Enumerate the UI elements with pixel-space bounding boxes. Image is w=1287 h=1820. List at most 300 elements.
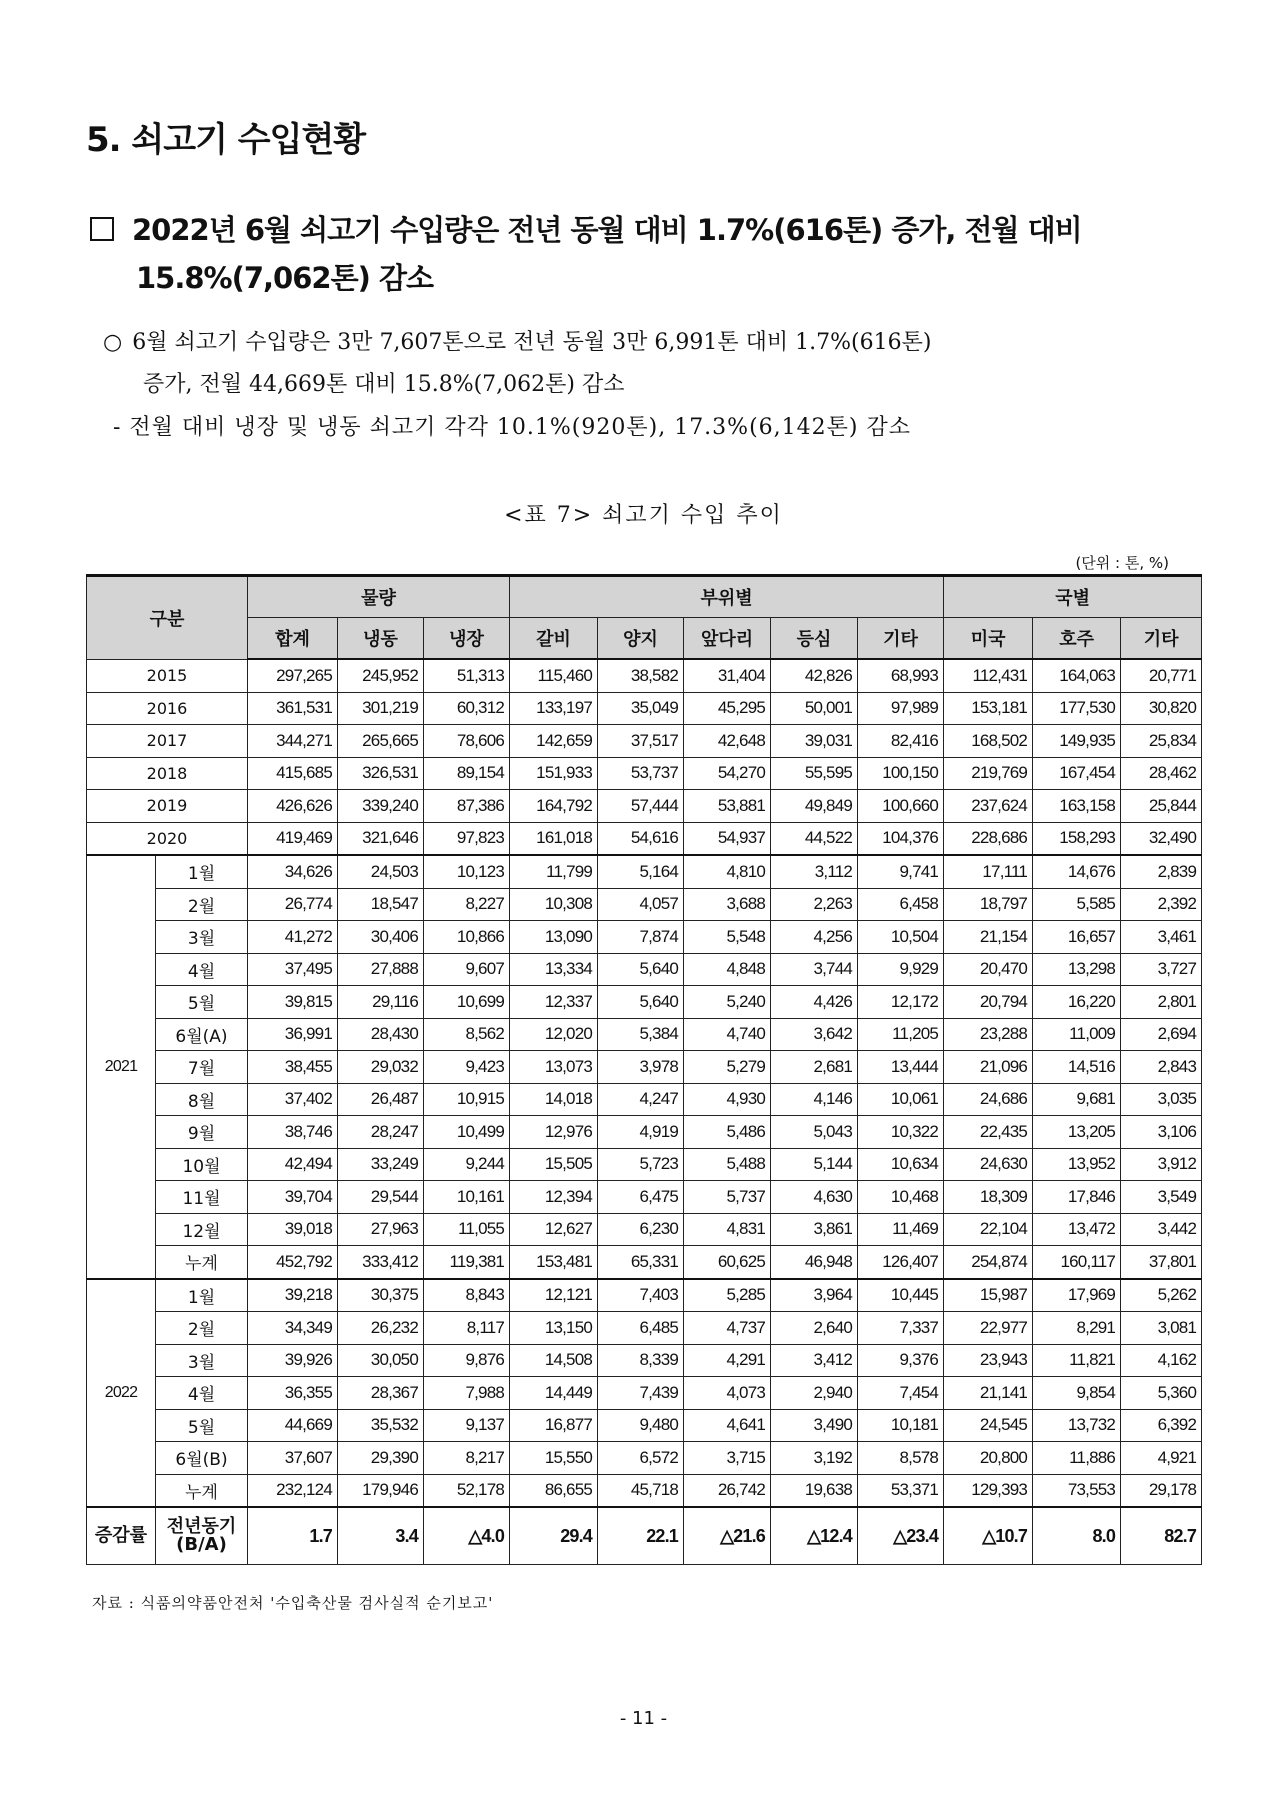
- table-row: [87, 822, 1202, 855]
- table-cell: 9,876: [424, 1344, 510, 1377]
- table-cell: 219,769: [944, 757, 1033, 790]
- table-cell: △12.4: [771, 1507, 858, 1565]
- table-cell: 2,694: [1121, 1018, 1202, 1051]
- table-cell: 4,919: [598, 1116, 684, 1149]
- table-cell: 7,439: [598, 1377, 684, 1410]
- table-cell: 5,144: [771, 1148, 858, 1181]
- table-row: [87, 986, 1202, 1019]
- table-cell: 36,991: [248, 1018, 338, 1051]
- table-cell: 29,178: [1121, 1474, 1202, 1507]
- table-cell: 3,688: [684, 888, 771, 921]
- table-cell: 265,665: [338, 725, 424, 758]
- table-row: [87, 1344, 1202, 1377]
- table-cell: 426,626: [248, 790, 338, 823]
- row-label: 2019: [87, 790, 248, 823]
- table-cell: 10,866: [424, 921, 510, 954]
- table-cell: 3,412: [771, 1344, 858, 1377]
- table-cell: 26,232: [338, 1312, 424, 1345]
- table-cell: 3,035: [1121, 1083, 1202, 1116]
- column-header: 기타: [1121, 618, 1202, 660]
- table-cell: 8,291: [1033, 1312, 1121, 1345]
- table-cell: 3,442: [1121, 1213, 1202, 1246]
- table-cell: 4,831: [684, 1213, 771, 1246]
- year-label: 2021: [87, 855, 156, 1279]
- table-cell: 14,676: [1033, 855, 1121, 888]
- table-cell: 3,461: [1121, 921, 1202, 954]
- table-cell: 5,285: [684, 1279, 771, 1312]
- table-cell: 29,116: [338, 986, 424, 1019]
- table-row: [87, 1377, 1202, 1410]
- column-header: 기타: [858, 618, 944, 660]
- table-cell: 4,848: [684, 953, 771, 986]
- table-cell: 39,704: [248, 1181, 338, 1214]
- table-cell: 5,164: [598, 855, 684, 888]
- table-cell: 10,699: [424, 986, 510, 1019]
- table-cell: 22.1: [598, 1507, 684, 1565]
- table-cell: 9,854: [1033, 1377, 1121, 1410]
- month-label: 1월: [156, 1279, 248, 1312]
- table-cell: 133,197: [510, 692, 598, 725]
- month-label: 6월(A): [156, 1018, 248, 1051]
- circle-bullet-icon: ○: [103, 330, 123, 355]
- table-cell: 38,746: [248, 1116, 338, 1149]
- table-cell: 129,393: [944, 1474, 1033, 1507]
- table-cell: 5,488: [684, 1148, 771, 1181]
- table-cell: 42,494: [248, 1148, 338, 1181]
- table-cell: 14,018: [510, 1083, 598, 1116]
- table-cell: 26,774: [248, 888, 338, 921]
- table-cell: 11,799: [510, 855, 598, 888]
- table-cell: 9,244: [424, 1148, 510, 1181]
- table-cell: 11,009: [1033, 1018, 1121, 1051]
- month-label: 2월: [156, 888, 248, 921]
- table-row: [87, 1083, 1202, 1116]
- month-label: 3월: [156, 1344, 248, 1377]
- table-cell: 37,495: [248, 953, 338, 986]
- table-unit: (단위 : 톤, %): [1075, 554, 1169, 572]
- month-label: 누계: [156, 1474, 248, 1507]
- table-cell: 12,627: [510, 1213, 598, 1246]
- headline: [90, 206, 1150, 302]
- table-cell: 7,454: [858, 1377, 944, 1410]
- source-note: 자료 : 식품의약품안전처 '수입축산물 검사실적 순기보고': [92, 1594, 494, 1612]
- rate-sublabel-line2: (B/A): [176, 1534, 227, 1555]
- table-cell: 100,150: [858, 757, 944, 790]
- table-cell: 149,935: [1033, 725, 1121, 758]
- table-cell: 9,376: [858, 1344, 944, 1377]
- headline-line1: 2022년 6월 쇠고기 수입량은 전년 동월 대비 1.7%(616톤) 증가, 전월 대비: [132, 213, 1082, 247]
- table-cell: 7,988: [424, 1377, 510, 1410]
- table-row: [87, 1474, 1202, 1507]
- table-cell: 17,846: [1033, 1181, 1121, 1214]
- table-cell: 38,455: [248, 1051, 338, 1084]
- table-cell: 2,843: [1121, 1051, 1202, 1084]
- table-row: [87, 1409, 1202, 1442]
- column-header: 미국: [944, 618, 1033, 660]
- table-cell: 10,123: [424, 855, 510, 888]
- table-cell: 8,117: [424, 1312, 510, 1345]
- header-gubun: 구분: [87, 576, 248, 660]
- table-row: [87, 757, 1202, 790]
- table-cell: 3,978: [598, 1051, 684, 1084]
- table-cell: 13,472: [1033, 1213, 1121, 1246]
- table-cell: 5,723: [598, 1148, 684, 1181]
- section-title: 5. 쇠고기 수입현황: [86, 120, 366, 160]
- table-cell: 6,458: [858, 888, 944, 921]
- table-cell: 321,646: [338, 822, 424, 855]
- table-cell: 7,403: [598, 1279, 684, 1312]
- table-cell: 50,001: [771, 692, 858, 725]
- table-cell: 7,874: [598, 921, 684, 954]
- table-cell: 11,205: [858, 1018, 944, 1051]
- table-cell: 51,313: [424, 659, 510, 692]
- table-cell: 97,989: [858, 692, 944, 725]
- table-cell: 27,963: [338, 1213, 424, 1246]
- table-row: [87, 1116, 1202, 1149]
- column-header: 갈비: [510, 618, 598, 660]
- table-cell: 14,516: [1033, 1051, 1121, 1084]
- table-cell: 28,462: [1121, 757, 1202, 790]
- table-cell: 8,843: [424, 1279, 510, 1312]
- table-cell: 12,976: [510, 1116, 598, 1149]
- table-cell: 11,469: [858, 1213, 944, 1246]
- dash-item: - 전월 대비 냉장 및 냉동 쇠고기 각각 10.1%(920톤), 17.3%(6,142톤) 감소: [113, 415, 911, 440]
- table-caption: <표 7> 쇠고기 수입 추이: [504, 503, 783, 528]
- table-cell: 28,247: [338, 1116, 424, 1149]
- column-header: 앞다리: [684, 618, 771, 660]
- header-group-cut: 부위별: [510, 576, 944, 618]
- table-cell: 52,178: [424, 1474, 510, 1507]
- table-cell: 86,655: [510, 1474, 598, 1507]
- table-cell: 112,431: [944, 659, 1033, 692]
- table-cell: 10,181: [858, 1409, 944, 1442]
- table-cell: 160,117: [1033, 1246, 1121, 1279]
- table-cell: 87,386: [424, 790, 510, 823]
- table-cell: 10,061: [858, 1083, 944, 1116]
- table-cell: 12,337: [510, 986, 598, 1019]
- table-cell: 29,544: [338, 1181, 424, 1214]
- table-cell: 5,548: [684, 921, 771, 954]
- bullet-line1: 6월 쇠고기 수입량은 3만 7,607톤으로 전년 동월 3만 6,991톤 대비 1.7%(616톤): [132, 330, 932, 355]
- table-cell: 46,948: [771, 1246, 858, 1279]
- table-cell: 3,642: [771, 1018, 858, 1051]
- column-header: 등심: [771, 618, 858, 660]
- table-cell: 12,394: [510, 1181, 598, 1214]
- table-cell: 13,150: [510, 1312, 598, 1345]
- table-cell: 13,073: [510, 1051, 598, 1084]
- table-cell: 10,308: [510, 888, 598, 921]
- table-row: [87, 1213, 1202, 1246]
- table-cell: 16,657: [1033, 921, 1121, 954]
- table-cell: 4,256: [771, 921, 858, 954]
- rate-row: [87, 1507, 1202, 1565]
- headline-line2: 15.8%(7,062톤) 감소: [136, 261, 433, 295]
- table-row: [87, 1148, 1202, 1181]
- header-group-country: 국별: [944, 576, 1202, 618]
- month-label: 5월: [156, 986, 248, 1019]
- table-cell: 151,933: [510, 757, 598, 790]
- table-cell: 164,063: [1033, 659, 1121, 692]
- table-cell: 54,616: [598, 822, 684, 855]
- table-cell: 25,844: [1121, 790, 1202, 823]
- table-cell: 37,517: [598, 725, 684, 758]
- table-cell: 5,640: [598, 986, 684, 1019]
- table-cell: 22,104: [944, 1213, 1033, 1246]
- table-row: [87, 921, 1202, 954]
- table-cell: 9,137: [424, 1409, 510, 1442]
- table-cell: 3,192: [771, 1442, 858, 1475]
- table-cell: 2,839: [1121, 855, 1202, 888]
- table-cell: 10,915: [424, 1083, 510, 1116]
- column-header: 호주: [1033, 618, 1121, 660]
- table-cell: 4,630: [771, 1181, 858, 1214]
- table-cell: 10,634: [858, 1148, 944, 1181]
- table-cell: 16,220: [1033, 986, 1121, 1019]
- table-cell: 13,298: [1033, 953, 1121, 986]
- table-cell: 25,834: [1121, 725, 1202, 758]
- table-cell: 5,737: [684, 1181, 771, 1214]
- table-cell: 57,444: [598, 790, 684, 823]
- month-label: 2월: [156, 1312, 248, 1345]
- table-cell: 301,219: [338, 692, 424, 725]
- table-cell: 53,371: [858, 1474, 944, 1507]
- table-cell: 21,141: [944, 1377, 1033, 1410]
- table-cell: 3,964: [771, 1279, 858, 1312]
- month-label: 8월: [156, 1083, 248, 1116]
- table-cell: 30,406: [338, 921, 424, 954]
- table-cell: 37,801: [1121, 1246, 1202, 1279]
- table-cell: 44,669: [248, 1409, 338, 1442]
- table-cell: 3,744: [771, 953, 858, 986]
- table-cell: 13,444: [858, 1051, 944, 1084]
- table-cell: 24,686: [944, 1083, 1033, 1116]
- table-cell: 4,740: [684, 1018, 771, 1051]
- table-cell: 39,926: [248, 1344, 338, 1377]
- table-cell: 13,090: [510, 921, 598, 954]
- table-cell: 16,877: [510, 1409, 598, 1442]
- table-cell: 22,435: [944, 1116, 1033, 1149]
- table-cell: 5,585: [1033, 888, 1121, 921]
- rate-sublabel-line1: 전년동기: [166, 1516, 237, 1537]
- table-cell: 339,240: [338, 790, 424, 823]
- table-row: [87, 1442, 1202, 1475]
- table-cell: 60,625: [684, 1246, 771, 1279]
- table-cell: 6,392: [1121, 1409, 1202, 1442]
- table-cell: 4,810: [684, 855, 771, 888]
- table-cell: 2,940: [771, 1377, 858, 1410]
- table-cell: 119,381: [424, 1246, 510, 1279]
- month-label: 6월(B): [156, 1442, 248, 1475]
- table-cell: 8,227: [424, 888, 510, 921]
- table-cell: 3,112: [771, 855, 858, 888]
- table-cell: 18,547: [338, 888, 424, 921]
- table-cell: 361,531: [248, 692, 338, 725]
- table-cell: 39,815: [248, 986, 338, 1019]
- table-cell: 32,490: [1121, 822, 1202, 855]
- table-cell: 9,741: [858, 855, 944, 888]
- row-label: 2016: [87, 692, 248, 725]
- table-cell: 5,240: [684, 986, 771, 1019]
- table-cell: 37,607: [248, 1442, 338, 1475]
- table-row: [87, 659, 1202, 692]
- table-cell: 13,952: [1033, 1148, 1121, 1181]
- rate-label: 증감률: [87, 1507, 156, 1565]
- table-cell: 419,469: [248, 822, 338, 855]
- table-cell: 65,331: [598, 1246, 684, 1279]
- table-cell: 15,505: [510, 1148, 598, 1181]
- table-cell: 23,288: [944, 1018, 1033, 1051]
- table-cell: 14,508: [510, 1344, 598, 1377]
- row-label: 2018: [87, 757, 248, 790]
- column-header: 냉장: [424, 618, 510, 660]
- table-row: [87, 1051, 1202, 1084]
- column-header: 냉동: [338, 618, 424, 660]
- table-cell: 55,595: [771, 757, 858, 790]
- table-cell: 53,737: [598, 757, 684, 790]
- table-row: [87, 855, 1202, 888]
- table-cell: △21.6: [684, 1507, 771, 1565]
- table-cell: 28,367: [338, 1377, 424, 1410]
- table-cell: 6,230: [598, 1213, 684, 1246]
- table-cell: 10,468: [858, 1181, 944, 1214]
- table-cell: 177,530: [1033, 692, 1121, 725]
- table-cell: 13,205: [1033, 1116, 1121, 1149]
- table-cell: 45,718: [598, 1474, 684, 1507]
- table-row: [87, 888, 1202, 921]
- table-cell: 31,404: [684, 659, 771, 692]
- table-cell: 3,861: [771, 1213, 858, 1246]
- table-cell: 161,018: [510, 822, 598, 855]
- table-cell: 10,161: [424, 1181, 510, 1214]
- month-label: 12월: [156, 1213, 248, 1246]
- table-cell: 5,486: [684, 1116, 771, 1149]
- table-cell: 5,640: [598, 953, 684, 986]
- table-cell: 4,247: [598, 1083, 684, 1116]
- table-cell: 168,502: [944, 725, 1033, 758]
- table-cell: 42,648: [684, 725, 771, 758]
- table-cell: 73,553: [1033, 1474, 1121, 1507]
- table-cell: 39,218: [248, 1279, 338, 1312]
- table-cell: 179,946: [338, 1474, 424, 1507]
- table-cell: 29,032: [338, 1051, 424, 1084]
- column-header: 양지: [598, 618, 684, 660]
- month-label: 누계: [156, 1246, 248, 1279]
- table-cell: 126,407: [858, 1246, 944, 1279]
- table-cell: 9,681: [1033, 1083, 1121, 1116]
- table-cell: 4,641: [684, 1409, 771, 1442]
- table-cell: 15,987: [944, 1279, 1033, 1312]
- table-cell: 237,624: [944, 790, 1033, 823]
- table-cell: 23,943: [944, 1344, 1033, 1377]
- month-label: 1월: [156, 855, 248, 888]
- table-cell: 4,426: [771, 986, 858, 1019]
- table-cell: 30,820: [1121, 692, 1202, 725]
- table-cell: 3,715: [684, 1442, 771, 1475]
- square-bullet-icon: [90, 217, 114, 241]
- table-cell: 12,121: [510, 1279, 598, 1312]
- table-cell: 9,480: [598, 1409, 684, 1442]
- table-cell: 9,929: [858, 953, 944, 986]
- table-cell: 27,888: [338, 953, 424, 986]
- table-cell: 5,043: [771, 1116, 858, 1149]
- table-cell: 30,050: [338, 1344, 424, 1377]
- table-cell: 37,402: [248, 1083, 338, 1116]
- table-cell: 17,969: [1033, 1279, 1121, 1312]
- table-cell: 344,271: [248, 725, 338, 758]
- table-cell: 8,578: [858, 1442, 944, 1475]
- table-cell: 100,660: [858, 790, 944, 823]
- table-cell: 8.0: [1033, 1507, 1121, 1565]
- table-cell: 42,826: [771, 659, 858, 692]
- table-cell: 39,018: [248, 1213, 338, 1246]
- table-cell: 4,921: [1121, 1442, 1202, 1475]
- table-cell: 6,475: [598, 1181, 684, 1214]
- table-cell: 35,049: [598, 692, 684, 725]
- table-cell: 2,681: [771, 1051, 858, 1084]
- table-cell: 13,732: [1033, 1409, 1121, 1442]
- table-cell: 17,111: [944, 855, 1033, 888]
- table-cell: 12,020: [510, 1018, 598, 1051]
- table-cell: 4,162: [1121, 1344, 1202, 1377]
- table-row: [87, 1018, 1202, 1051]
- table-cell: 8,339: [598, 1344, 684, 1377]
- table-cell: 228,686: [944, 822, 1033, 855]
- table-cell: 21,154: [944, 921, 1033, 954]
- table-cell: 3,912: [1121, 1148, 1202, 1181]
- table-cell: 89,154: [424, 757, 510, 790]
- table-cell: 44,522: [771, 822, 858, 855]
- table-cell: △10.7: [944, 1507, 1033, 1565]
- table-cell: 6,572: [598, 1442, 684, 1475]
- table-cell: 2,801: [1121, 986, 1202, 1019]
- table-cell: 24,545: [944, 1409, 1033, 1442]
- table-cell: 254,874: [944, 1246, 1033, 1279]
- table-row: [87, 1181, 1202, 1214]
- month-label: 9월: [156, 1116, 248, 1149]
- table-cell: 34,626: [248, 855, 338, 888]
- bullet-line2: 증가, 전월 44,669톤 대비 15.8%(7,062톤) 감소: [143, 372, 625, 397]
- table-cell: 2,392: [1121, 888, 1202, 921]
- month-label: 4월: [156, 953, 248, 986]
- table-cell: 38,582: [598, 659, 684, 692]
- rate-sublabel: [156, 1507, 248, 1565]
- month-label: 3월: [156, 921, 248, 954]
- table-cell: 297,265: [248, 659, 338, 692]
- table-row: [87, 790, 1202, 823]
- table-cell: 54,270: [684, 757, 771, 790]
- table-cell: 10,504: [858, 921, 944, 954]
- table-cell: 29.4: [510, 1507, 598, 1565]
- table-cell: 9,423: [424, 1051, 510, 1084]
- table-cell: 4,146: [771, 1083, 858, 1116]
- bullet-paragraph: [103, 322, 1163, 406]
- table-cell: 97,823: [424, 822, 510, 855]
- table-cell: 7,337: [858, 1312, 944, 1345]
- table-cell: 5,360: [1121, 1377, 1202, 1410]
- row-label: 2017: [87, 725, 248, 758]
- table-cell: 45,295: [684, 692, 771, 725]
- table-row: [87, 1279, 1202, 1312]
- table-cell: 11,886: [1033, 1442, 1121, 1475]
- table-cell: 24,630: [944, 1148, 1033, 1181]
- table-cell: 104,376: [858, 822, 944, 855]
- table-cell: 3,490: [771, 1409, 858, 1442]
- table-cell: 3,549: [1121, 1181, 1202, 1214]
- month-label: 10월: [156, 1148, 248, 1181]
- table-cell: 21,096: [944, 1051, 1033, 1084]
- row-label: 2020: [87, 822, 248, 855]
- table-cell: 15,550: [510, 1442, 598, 1475]
